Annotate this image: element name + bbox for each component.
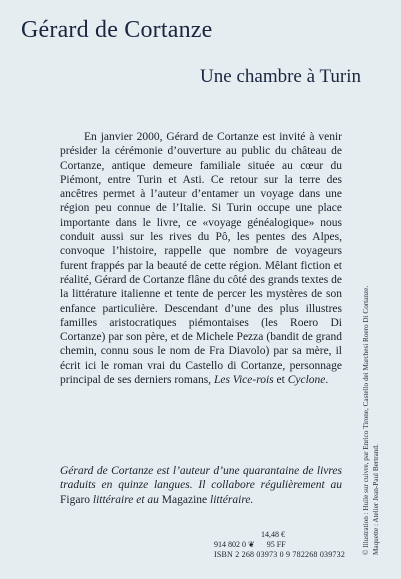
- blurb-text-2: et: [273, 374, 288, 387]
- ornament-icon: ❦: [248, 540, 255, 549]
- price-ff: 95 FF: [266, 540, 286, 549]
- author-name: Gérard de Cortanze: [21, 17, 213, 43]
- price-eur: 14,48 €: [261, 530, 285, 539]
- barcode-codes-row: [214, 540, 286, 550]
- blurb-italic-1: Les Vice-rois: [213, 374, 274, 387]
- note-upright-2: Magazine: [161, 493, 208, 506]
- isbn: ISBN 2 268 03973 0 9 782268 039732: [214, 550, 346, 559]
- credits-line-1: © Illustration : Huile sur cuivre, par Enrico Tirone, Castello dei Marchesi Roero Di Cortanze.: [362, 285, 370, 555]
- blurb-text-1: En janvier 2000, Gérard de Cortanze est invité à venir présider la cérémonie d’ouverture au public du château de Cortanze, antique demeure familiale située au cœur du Piémont, entre Turin et Asti. Ce retour sur la terre des ancêtres permet à l’auteur d’entamer un voyage dans une région peu connue de l’Italie. Si Turin occupe une place importante dans le livre, ce «voyage généalogique» nous conduit aussi sur les rives du Pô, les pentes des Alpes, convoque l’histoire, rappelle que nombre de voyageurs furent frappés par la beauté de cette région. Mêlant fiction et réalité, Gérard de Cortanze flâne du côté des grands textes de la littérature italienne et tente de percer les mystères de son enfance particulière. Descendant d’une des plus illustres familles aristocratiques piémontaises (les Roero Di Cortanze) par son père, et de Michele Pezza (bandit de grand chemin, connu sous le nom de Fra Diavolo) par sa mère, il écrit ici le roman vrai du Castello di Cortanze, personnage principal de ses derniers romans,: [60, 131, 342, 387]
- note-upright-1: Figaro: [60, 493, 91, 506]
- book-code: 914 802 0: [214, 540, 246, 549]
- note-part-1: Gérard de Cortanze est l’auteur d’une quarantaine de livres traduits en quinze langues. Il collabore régulièrement au: [60, 465, 342, 492]
- blurb-text-3: .: [325, 374, 329, 387]
- note-part-3: littéraire.: [207, 493, 254, 506]
- note-part-2: littéraire et au: [90, 493, 162, 506]
- blurb-italic-2: Cyclone: [287, 374, 326, 387]
- author-note: [60, 464, 342, 507]
- blurb-paragraph: [60, 130, 342, 387]
- book-title: Une chambre à Turin: [200, 66, 361, 87]
- credits-vertical: [362, 285, 381, 555]
- credits-line-2: Maquette : Atelier Jean-Paul Bertrand.: [371, 444, 380, 555]
